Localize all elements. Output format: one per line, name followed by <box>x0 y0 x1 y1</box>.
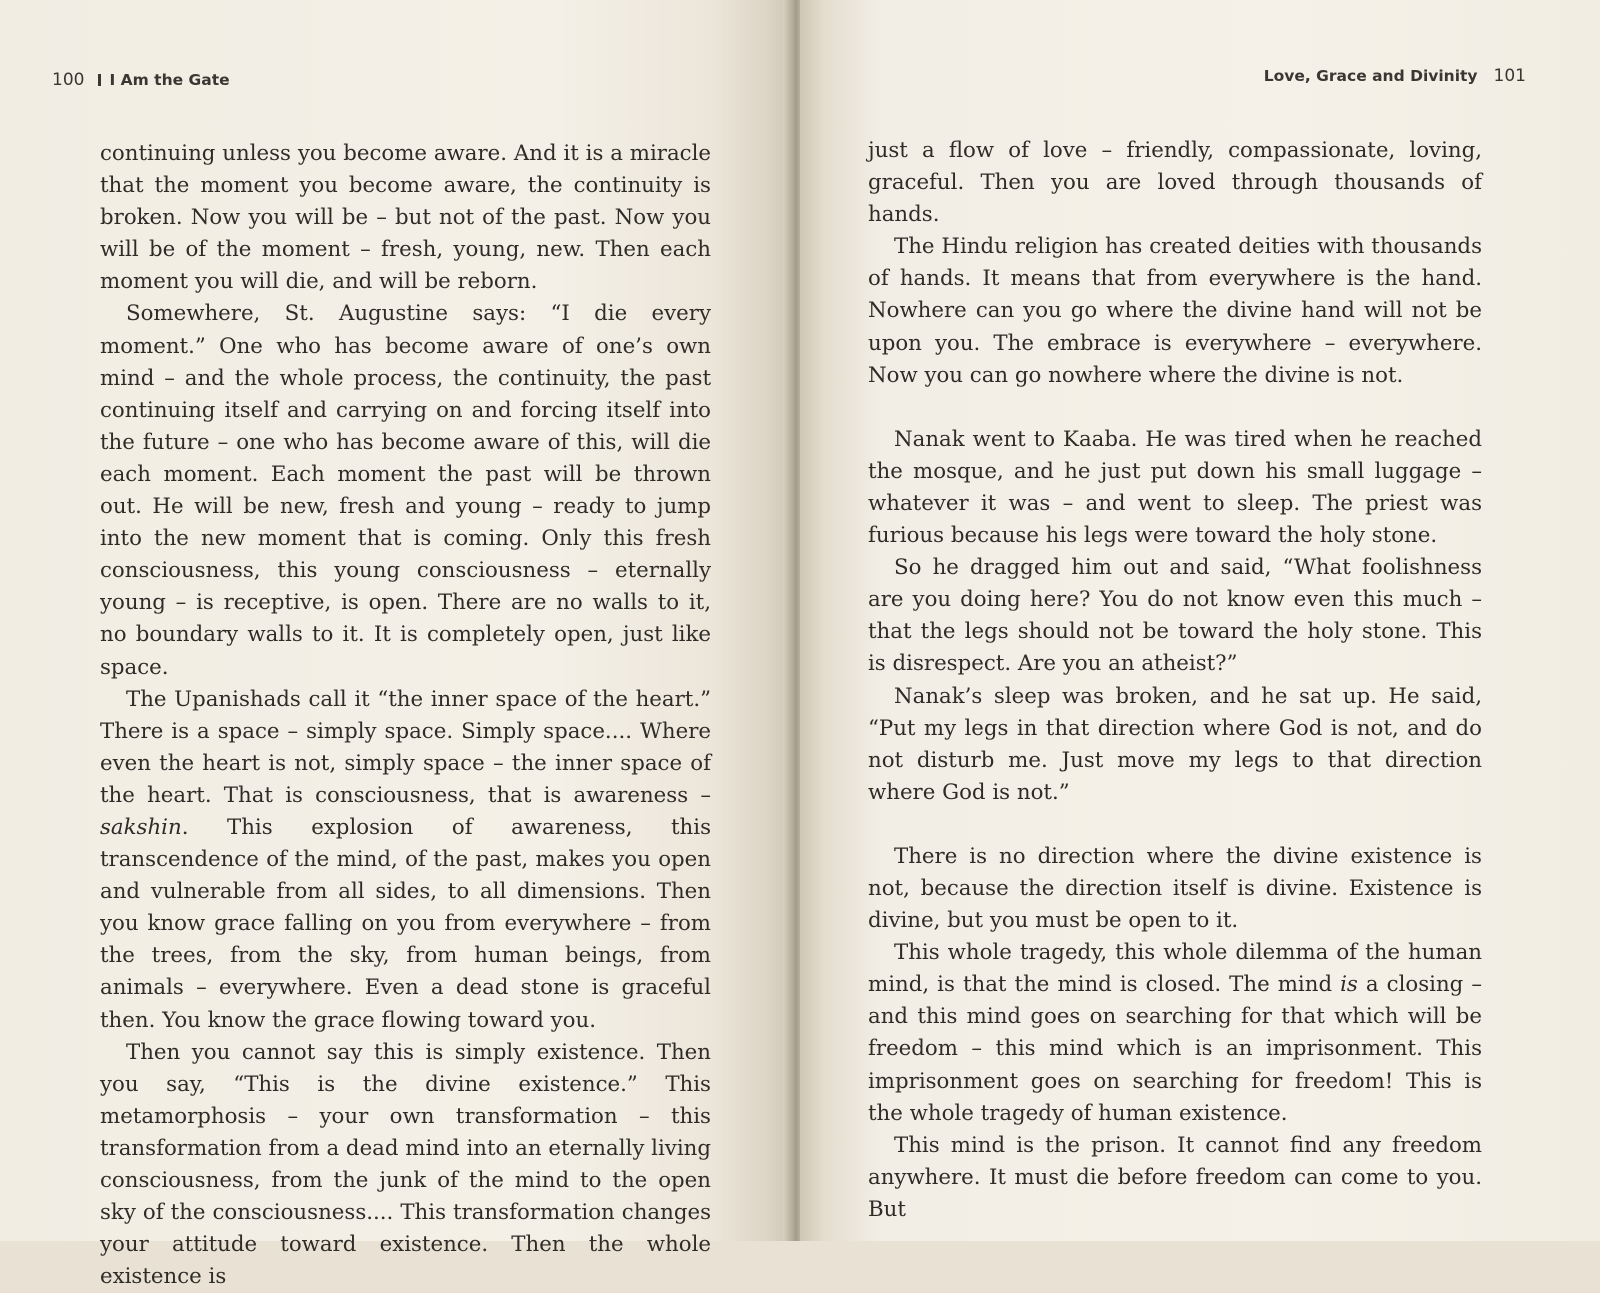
right-body-text <box>868 135 1482 1226</box>
left-page-number: 100 <box>52 70 85 90</box>
right-running-title: Love, Grace and Divinity <box>1263 67 1478 85</box>
left-running-head <box>52 70 230 90</box>
paragraph: There is no direction where the divine existence is not, because the direction itself is divine. Existence is divine, but you must be open to it. <box>868 843 1482 934</box>
paragraph-text: The Upanishads call it “the inner space of the heart.” There is a space – simply space. Simply space.... Where even the heart is not, simply space – the inner space of the heart. That is consciousness, that is awareness – <box>100 686 711 808</box>
right-running-head <box>1264 66 1526 86</box>
italic-term: sakshin <box>100 814 182 840</box>
paragraph-text: . This explosion of awareness, this transcendence of the mind, of the past, makes you open and vulnerable from all sides, to all dimensions. Then you know grace falling on you from everywhere – from the trees, from the sky, from human beings, from animals – everywhere. Even a dead stone is graceful then. You know the grace flowing toward you. <box>100 814 711 1033</box>
paragraph: So he dragged him out and said, “What foolishness are you doing here? You do not know even this much – that the legs should not be toward the holy stone. This is disrespect. Are you an atheist?” <box>868 555 1482 677</box>
paragraph: Then you cannot say this is simply existence. Then you say, “This is the divine existence.” This metamorphosis – your own transformation – this transformation from a dead mind into an eternally living consciousness, from the junk of the mind to the open sky of the consciousness.... This transformation changes your attitude toward existence. Then the whole existence is <box>100 1039 711 1290</box>
paragraph <box>868 937 1482 1130</box>
paragraph: just a flow of love – friendly, compassionate, loving, graceful. Then you are loved through thousands of hands. <box>868 138 1482 228</box>
paragraph: Somewhere, St. Augustine says: “I die every moment.” One who has become aware of one’s own mind – and the whole process, the continuity, the past continuing itself and carrying on and forcing itself into the future – one who has become aware of this, will die each moment. Each moment the past will be thrown out. He will be new, fresh and young – ready to jump into the new moment that is coming. Only this fresh consciousness, this young consciousness – eternally young – is receptive, is open. There are no walls to it, no boundary walls to it. It is completely open, just like space. <box>100 301 711 680</box>
paragraph: Nanak’s sleep was broken, and he sat up. He said, “Put my legs in that direction where God is not, and do not disturb me. Just move my legs to that direction where God is not.” <box>868 683 1482 805</box>
italic-term: is <box>1340 972 1358 998</box>
paragraph: The Hindu religion has created deities with thousands of hands. It means that from everywhere is the hand. Nowhere can you go where the divine hand will not be upon you. The embrace is everywhere – everywhere. Now you can go nowhere where the divine is not. <box>868 234 1482 388</box>
left-body-text <box>100 138 711 1293</box>
paragraph: Nanak went to Kaaba. He was tired when he reached the mosque, and he just put down his small luggage – whatever it was – and went to sleep. The priest was furious because his legs were toward the holy stone. <box>868 426 1482 549</box>
left-running-title: I Am the Gate <box>109 71 230 89</box>
paragraph: continuing unless you become aware. And it is a miracle that the moment you become aware, the continuity is broken. Now you will be – but not of the past. Now you will be of the moment – fresh, young, new. Then each moment you will die, and will be reborn. <box>100 141 711 295</box>
paragraph-text: a closing – and this mind goes on searching for that which will be freedom – this mind which is an imprisonment. This imprisonment goes on searching for freedom! This is the whole tragedy of human existence. <box>868 972 1482 1126</box>
left-page <box>0 0 790 1290</box>
right-page-number: 101 <box>1493 66 1526 86</box>
paragraph-text: This whole tragedy, this whole dilemma of the human mind, is that the mind is closed. The mind <box>868 940 1482 998</box>
separator-bar <box>98 74 101 86</box>
paragraph: This mind is the prison. It cannot find any freedom anywhere. It must die before freedom can come to you. But <box>868 1132 1482 1222</box>
paragraph <box>100 684 711 1037</box>
